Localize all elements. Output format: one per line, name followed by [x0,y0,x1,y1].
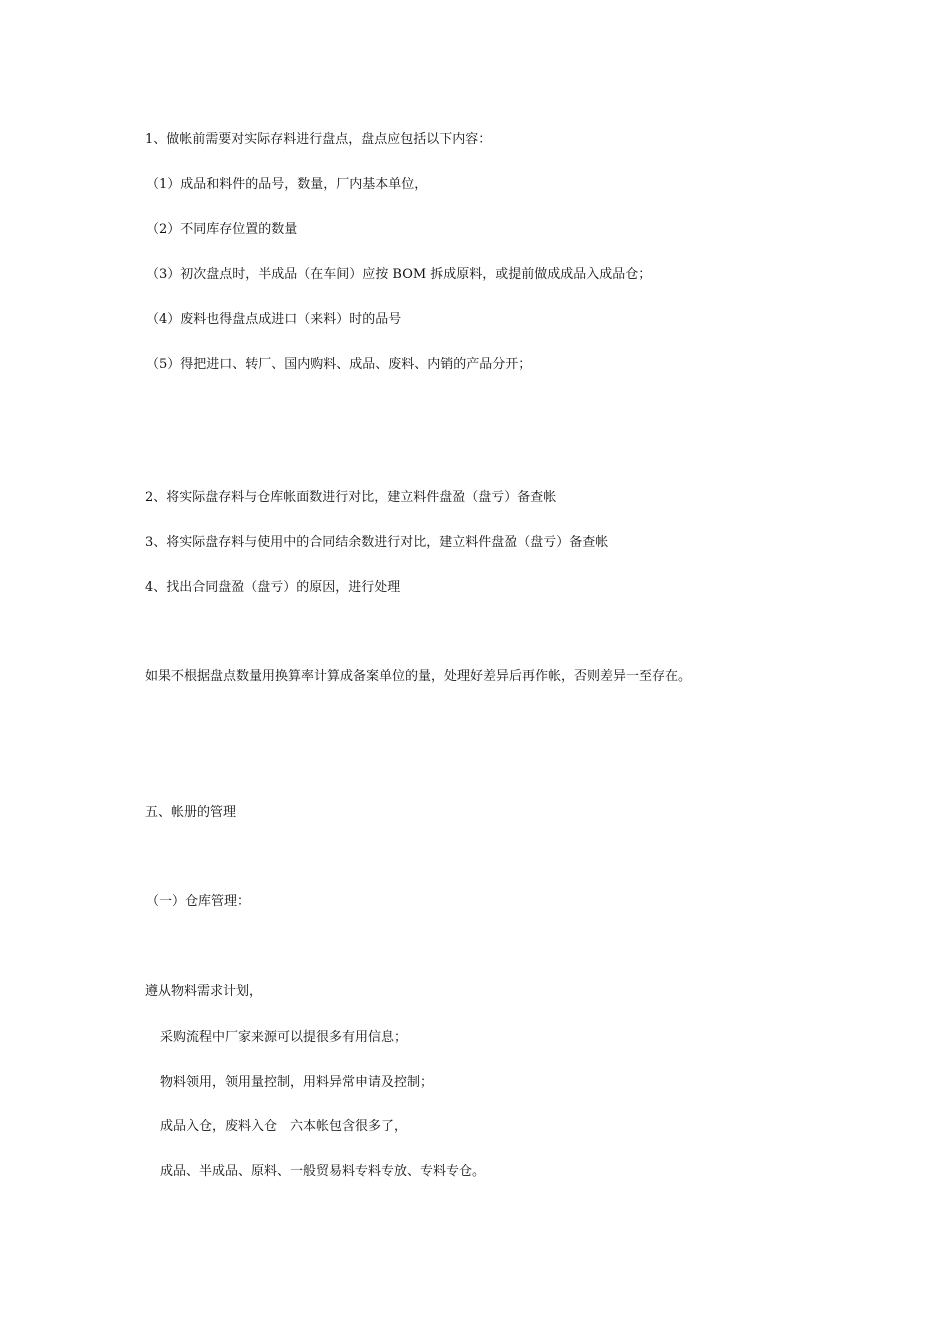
list-item: （5）得把进口、转厂、国内购料、成品、废料、内销的产品分开； [146,357,532,372]
section-5-intro: 遵从物料需求计划， [145,984,263,999]
list-item: 物料领用，领用量控制，用料异常申请及控制； [160,1075,434,1090]
list-item: （3）初次盘点时，半成品（在车间）应按 BOM 拆成原料，或提前做成成品入成品仓； [146,267,652,282]
step-item: 3、将实际盘存料与使用中的合同结余数进行对比，建立料件盘盈（盘亏）备查帐 [145,535,609,550]
list-item: 成品、半成品、原料、一般贸易料专料专放、专料专仓。 [160,1164,486,1179]
section-1-heading: 1、做帐前需要对实际存料进行盘点，盘点应包括以下内容： [145,132,492,147]
list-item: 采购流程中厂家来源可以提很多有用信息； [160,1030,408,1045]
step-item: 2、将实际盘存料与仓库帐面数进行对比，建立料件盘盈（盘亏）备查帐 [145,490,557,505]
list-item: （4）废料也得盘点成进口（来料）时的品号 [146,312,402,327]
step-item: 4、找出合同盘盈（盘亏）的原因，进行处理 [145,580,401,595]
section-5-subheading: （一）仓库管理： [146,894,251,909]
note-paragraph: 如果不根据盘点数量用换算率计算成备案单位的量，处理好差异后再作帐，否则差异一至存在。 [145,669,692,684]
list-item: （2）不同库存位置的数量 [146,222,298,237]
list-item: （1）成品和料件的品号，数量，厂内基本单位， [146,177,428,192]
list-item: 成品入仓，废料入仓 六本帐包含很多了， [160,1119,408,1134]
section-5-heading: 五、帐册的管理 [145,805,237,820]
